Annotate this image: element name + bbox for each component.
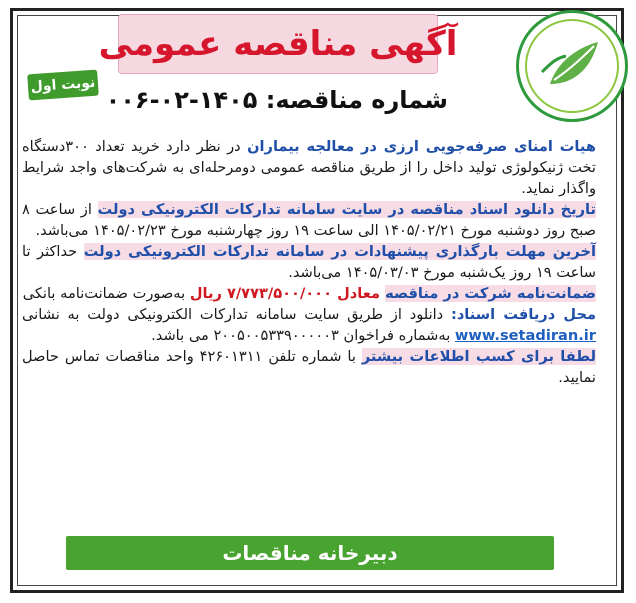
organization-logo [516, 10, 628, 122]
footer-label: دبیرخانه مناقصات [222, 541, 398, 565]
guarantee-heading: ضمانت‌نامه شرکت در مناقصه [385, 285, 596, 302]
paragraph-download-date [22, 199, 596, 241]
guarantee-amount: معادل ۷/۷۷۳/۵۰۰/۰۰۰ ریال [189, 285, 386, 302]
description-text: در نظر دارد خرید تعداد ۳۰۰دستگاه تخت ژنیکولوژی تولید داخل را از طریق مناقصه عمومی دومرحله‌ای به شرکت‌های واجد شرایط واگذار نماید. [22, 138, 596, 197]
setadiran-link[interactable]: www.setadiran.ir [454, 327, 596, 344]
footer-bar [66, 536, 554, 570]
documents-text-b: به‌شماره فراخوان ۲۰۰۵۰۰۵۳۳۹۰۰۰۰۰۳ می باشد. [151, 327, 455, 344]
download-date-heading: تاریخ دانلود اسناد مناقصه در سایت سامانه تدارکات الکترونیکی دولت [97, 201, 597, 218]
documents-text-a: دانلود از طریق سایت سامانه تدارکات الکترونیکی دولت به نشانی [22, 306, 451, 323]
round-badge: نوبت اول [27, 70, 99, 101]
contact-text: با شماره تلفن ۴۲۶۰۱۳۱۱ واحد مناقصات تماس حاصل نمایید. [22, 348, 596, 386]
paragraph-guarantee [22, 283, 596, 304]
notice-body [22, 136, 596, 508]
documents-heading: محل دریافت اسناد: [450, 306, 597, 323]
paragraph-documents [22, 304, 596, 346]
paragraph-description [22, 136, 596, 199]
organization-name: هیات امنای صرفه‌جویی ارزی در معالجه بیماران [247, 138, 596, 155]
guarantee-text: به‌صورت ضمانت‌نامه بانکی [22, 285, 190, 302]
deadline-heading: آخرین مهلت بارگذاری پیشنهادات در سامانه تدارکات الکترونیکی دولت [83, 243, 596, 260]
deadline-text: حداکثر تا ساعت ۱۹ روز یک‌شنبه مورخ ۱۴۰۵/۰۳/۰۳ می‌باشد. [22, 243, 596, 281]
paragraph-contact [22, 346, 596, 388]
paragraph-deadline [22, 241, 596, 283]
title-banner [98, 14, 458, 74]
tender-number: شماره مناقصه: ۱۴۰۵-۰۲-۰۰۶ [105, 86, 448, 114]
contact-heading: لطفا برای کسب اطلاعات بیشتر [361, 348, 596, 365]
leaf-logo-icon [520, 14, 624, 118]
notice-title: آگهی مناقصه عمومی [98, 24, 458, 64]
download-date-text: از ساعت ۸ صبح روز دوشنبه مورخ ۱۴۰۵/۰۲/۲۱ الی ساعت ۱۹ روز چهارشنبه مورخ ۱۴۰۵/۰۲/۲۳ می‌باشد. [22, 201, 596, 239]
